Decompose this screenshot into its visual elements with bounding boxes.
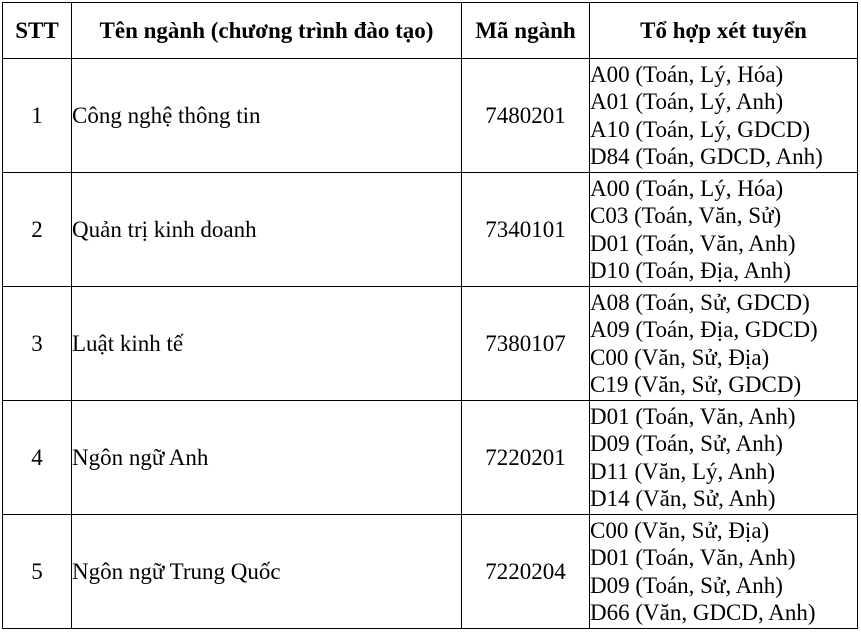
subject-combinations <box>590 401 858 515</box>
combination-item: A08 (Toán, Sử, GDCD) <box>590 289 810 315</box>
combination-item: D10 (Toán, Địa, Anh) <box>590 257 791 283</box>
combination-item: D09 (Toán, Sử, Anh) <box>590 572 783 598</box>
combination-item: A01 (Toán, Lý, Anh) <box>590 89 784 115</box>
row-number: 2 <box>3 173 72 287</box>
row-number: 5 <box>3 515 72 629</box>
combination-item: D09 (Toán, Sử, Anh) <box>590 431 783 457</box>
program-name: Ngôn ngữ Trung Quốc <box>72 515 462 629</box>
combination-item: A09 (Toán, Địa, GDCD) <box>590 317 818 343</box>
combination-item: A00 (Toán, Lý, Hóa) <box>590 61 784 87</box>
combination-item: C00 (Văn, Sử, Địa) <box>590 517 770 543</box>
combination-item: A10 (Toán, Lý, GDCD) <box>590 116 811 142</box>
program-name: Ngôn ngữ Anh <box>72 401 462 515</box>
program-name: Công nghệ thông tin <box>72 59 462 173</box>
combination-item: D66 (Văn, GDCD, Anh) <box>590 599 816 625</box>
table-row <box>3 59 858 173</box>
table-row <box>3 401 858 515</box>
combination-item: D01 (Toán, Văn, Anh) <box>590 403 796 429</box>
subject-combinations <box>590 59 858 173</box>
combination-item: D01 (Toán, Văn, Anh) <box>590 545 796 571</box>
program-name: Quản trị kinh doanh <box>72 173 462 287</box>
combination-item: C00 (Văn, Sử, Địa) <box>590 344 770 370</box>
combination-item: D01 (Toán, Văn, Anh) <box>590 230 796 256</box>
program-code: 7480201 <box>462 59 590 173</box>
table-row <box>3 515 858 629</box>
row-number: 3 <box>3 287 72 401</box>
combination-item: D14 (Văn, Sử, Anh) <box>590 485 776 511</box>
admissions-table <box>2 2 858 629</box>
program-name: Luật kinh tế <box>72 287 462 401</box>
header-row <box>3 3 858 59</box>
combination-item: C03 (Toán, Văn, Sử) <box>590 203 782 229</box>
header-program-code: Mã ngành <box>462 3 590 59</box>
combination-item: D11 (Văn, Lý, Anh) <box>590 458 776 484</box>
header-program-name: Tên ngành (chương trình đào tạo) <box>72 3 462 59</box>
header-subject-combinations: Tổ hợp xét tuyển <box>590 3 858 59</box>
program-code: 7340101 <box>462 173 590 287</box>
combination-item: D84 (Toán, GDCD, Anh) <box>590 143 823 169</box>
row-number: 1 <box>3 59 72 173</box>
header-stt: STT <box>3 3 72 59</box>
program-code: 7220201 <box>462 401 590 515</box>
combination-item: A00 (Toán, Lý, Hóa) <box>590 175 784 201</box>
combination-item: C19 (Văn, Sử, GDCD) <box>590 371 802 397</box>
row-number: 4 <box>3 401 72 515</box>
program-code: 7220204 <box>462 515 590 629</box>
subject-combinations <box>590 515 858 629</box>
subject-combinations <box>590 287 858 401</box>
subject-combinations <box>590 173 858 287</box>
program-code: 7380107 <box>462 287 590 401</box>
table-row <box>3 173 858 287</box>
table-row <box>3 287 858 401</box>
